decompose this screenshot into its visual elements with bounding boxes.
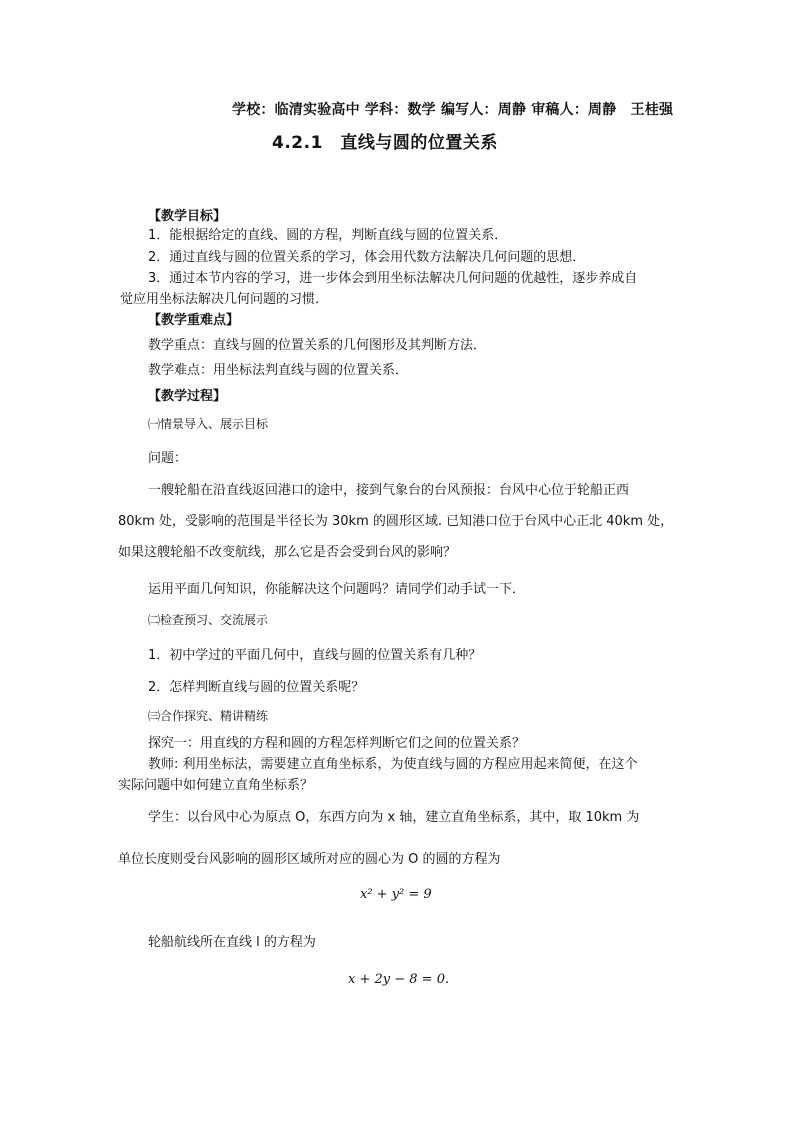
objectives-heading: 【教学目标】 [148,209,227,224]
objective-item: 2．通过直线与圆的位置关系的学习，体会用代数方法解决几何问题的思想． [148,250,586,265]
document-header: 学校：临清实验高中 学科：数学 编写人：周静 审稿人：周静 王桂强 [232,102,674,118]
question-text: 如果这艘轮船不改变航线，那么它是否会受到台风的影响？ [118,545,457,560]
review-item: 2．怎样判断直线与圆的位置关系呢？ [148,680,365,695]
teacher-text: 教师: 利用坐标法，需要建立直角坐标系，为使直线与圆的方程应用起来简便，在这个 [148,757,638,772]
lesson-title: 4.2.1 直线与圆的位置关系 [272,133,498,153]
circle-equation: x² + y² = 9 [360,887,432,902]
step-heading: ㈡检查预习、交流展示 [148,613,269,627]
teaching-difficulty: 教学难点：用坐标法判直线与圆的位置关系． [148,363,409,378]
question-text: 一艘轮船在沿直线返回港口的途中，接到气象台的台风预报：台风中心位于轮船正西 [148,483,630,498]
line-label: 轮船航线所在直线 l 的方程为 [148,935,316,950]
student-text: 单位长度则受台风影响的圆形区域所对应的圆心为 O 的圆的方程为 [118,852,501,867]
objective-item-continued: 觉应用坐标法解决几何问题的习惯． [120,292,329,307]
step-heading: ㈢合作探究、精讲精练 [148,709,269,723]
prompt-text: 运用平面几何知识，你能解决这个问题吗？请同学们动手试一下． [148,582,526,597]
question-text: 80km 处，受影响的范围是半径长为 30km 的圆形区域. 已知港口位于台风中心正北 40km 处， [118,514,674,529]
explore-text: 探究一：用直线的方程和圆的方程怎样判断它们之间的位置关系？ [148,736,526,751]
keypoints-heading: 【教学重难点】 [148,313,240,328]
teaching-focus: 教学重点：直线与圆的位置关系的几何图形及其判断方法． [148,338,487,353]
objective-item: 3．通过本节内容的学习，进一步体会到用坐标法解决几何问题的优越性，逐步养成自 [148,271,638,286]
objective-item: 1．能根据给定的直线、圆的方程，判断直线与圆的位置关系． [148,228,508,243]
question-label: 问题： [148,451,188,466]
line-equation: x + 2y − 8 = 0. [348,972,450,987]
review-item: 1．初中学过的平面几何中，直线与圆的位置关系有几种？ [148,648,482,663]
teacher-text: 实际问题中如何建立直角坐标系？ [118,778,314,793]
step-heading: ㈠情景导入、展示目标 [148,417,269,431]
process-heading: 【教学过程】 [148,389,227,404]
student-text: 学生：以台风中心为原点 O，东西方向为 x 轴，建立直角坐标系，其中，取 10km 为 [148,810,640,825]
